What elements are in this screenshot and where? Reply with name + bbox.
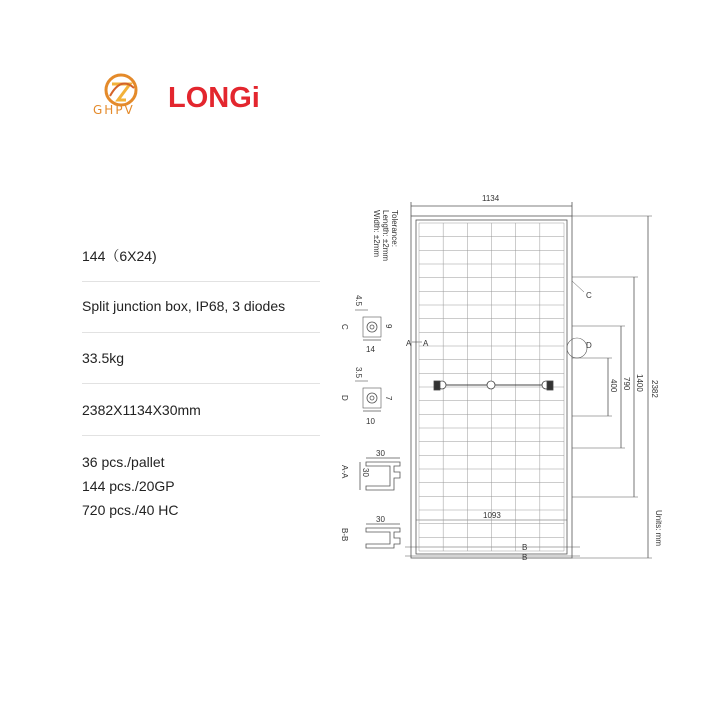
tolerance-title: Tolerance:: [390, 210, 399, 247]
section-c-label: C: [340, 324, 349, 330]
marker-a-right: A: [423, 339, 429, 348]
section-d-dim-top: 3.5: [354, 367, 363, 379]
spec-packaging-pallet: 36 pcs./pallet: [82, 454, 165, 470]
section-bb-label: B-B: [340, 528, 349, 542]
ghpv-logo-text: GHPV: [93, 103, 135, 117]
section-d-dim-bottom: 10: [366, 417, 375, 426]
section-d-dim-side: 7: [384, 396, 393, 401]
height-dimension-label: 2382: [650, 380, 659, 398]
dim-1400-label: 1400: [635, 374, 644, 392]
tolerance-width: Width: ±2mm: [372, 210, 381, 258]
junction-boxes: [434, 381, 553, 390]
spec-row-junction-box: [82, 282, 320, 333]
width-dimension-label: 1134: [482, 194, 500, 203]
spec-row-dimensions: [82, 384, 320, 436]
spec-junction-box: Split junction box, IP68, 3 diodes: [82, 298, 286, 314]
spec-packaging-20gp: 144 pcs./20GP: [82, 478, 175, 494]
spec-dimensions: 2382X1134X30mm: [82, 402, 201, 418]
spec-packaging-40hc: 720 pcs./40 HC: [82, 502, 179, 518]
section-d-label: D: [340, 395, 349, 401]
section-c-dim-bottom: 14: [366, 345, 375, 354]
tolerance-length: Length: ±2mm: [381, 210, 390, 262]
spec-list: [82, 232, 320, 522]
junction-box-center: [487, 381, 495, 389]
dim-400-label: 400: [609, 379, 618, 393]
panel-dimension-drawing: [320, 180, 670, 580]
marker-c: C: [586, 291, 592, 300]
spec-row-packaging: [82, 436, 320, 522]
inner-width-dimension-label: 1093: [483, 511, 501, 520]
spec-row-cells: [82, 232, 320, 282]
marker-b-bottom: B: [522, 553, 528, 562]
section-aa-dim-top: 30: [376, 449, 385, 458]
dim-790-label: 790: [622, 377, 631, 391]
marker-a-left: A: [406, 339, 412, 348]
section-bb-dim-top: 30: [376, 515, 385, 524]
marker-d: D: [586, 341, 592, 350]
marker-b-top: B: [522, 543, 528, 552]
spec-weight: 33.5kg: [82, 350, 125, 366]
spec-row-weight: [82, 333, 320, 384]
longi-logo: LONGi: [168, 82, 260, 114]
section-aa-dim-side: 30: [361, 468, 370, 477]
units-label: Units: mm: [654, 510, 663, 546]
section-aa-label: A-A: [340, 465, 349, 479]
section-c-dim-side: 9: [384, 324, 393, 329]
section-c-dim-top: 4.5: [354, 295, 363, 307]
spec-cells: 144（6X24): [82, 248, 157, 264]
